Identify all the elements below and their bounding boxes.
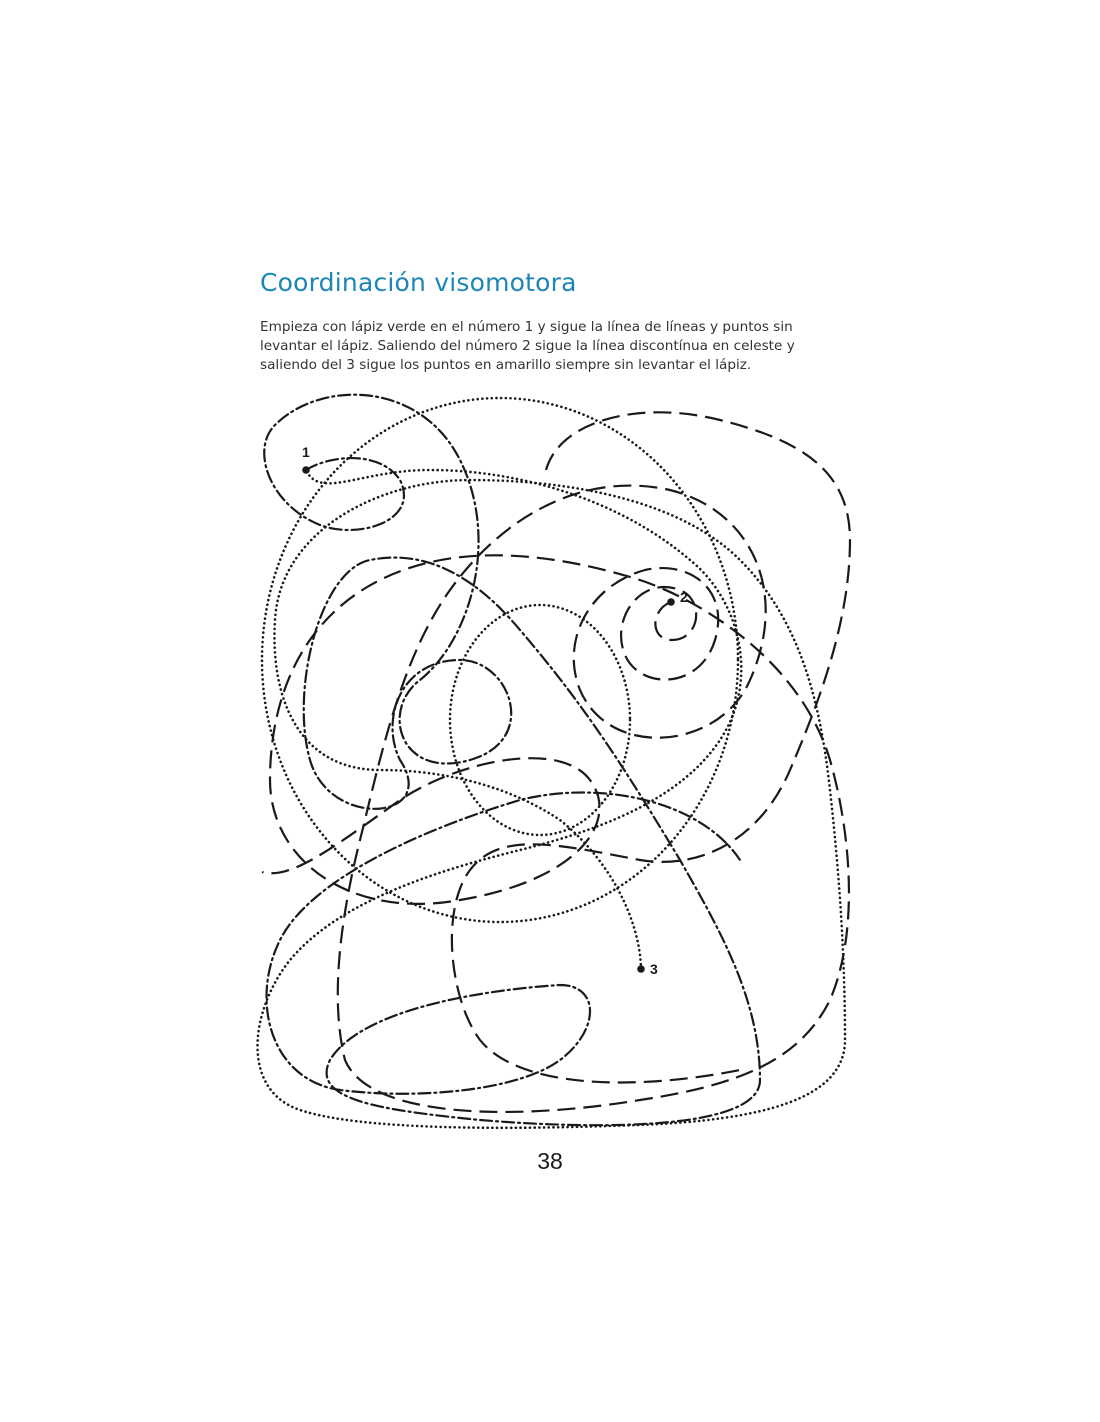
trace-path-dashed[interactable]: [262, 486, 849, 1112]
start-point-1-dot: [302, 466, 310, 474]
trace-loop-dotted-large[interactable]: [262, 398, 738, 922]
instructions-text: Empieza con lápiz verde en el número 1 y sigue la línea de líneas y puntos sin levantar el lápiz. Saliendo del número 2 sigue la línea discontínua en celeste y saliendo del 3 sigue los puntos en amarillo siempre sin levantar el lápiz.: [260, 319, 795, 373]
page-title: Coordinación visomotora: [260, 268, 577, 297]
start-point-2-label: 2: [680, 589, 688, 605]
start-point-3-label: 3: [650, 961, 658, 977]
page-number: 38: [537, 1148, 563, 1174]
trace-path-dotted[interactable]: [258, 470, 846, 1128]
trace-path-dashed-outer[interactable]: [452, 412, 850, 1082]
start-point-1-label: 1: [302, 444, 310, 460]
start-point-2-dot: [667, 598, 675, 606]
start-point-3-dot: [637, 965, 645, 973]
